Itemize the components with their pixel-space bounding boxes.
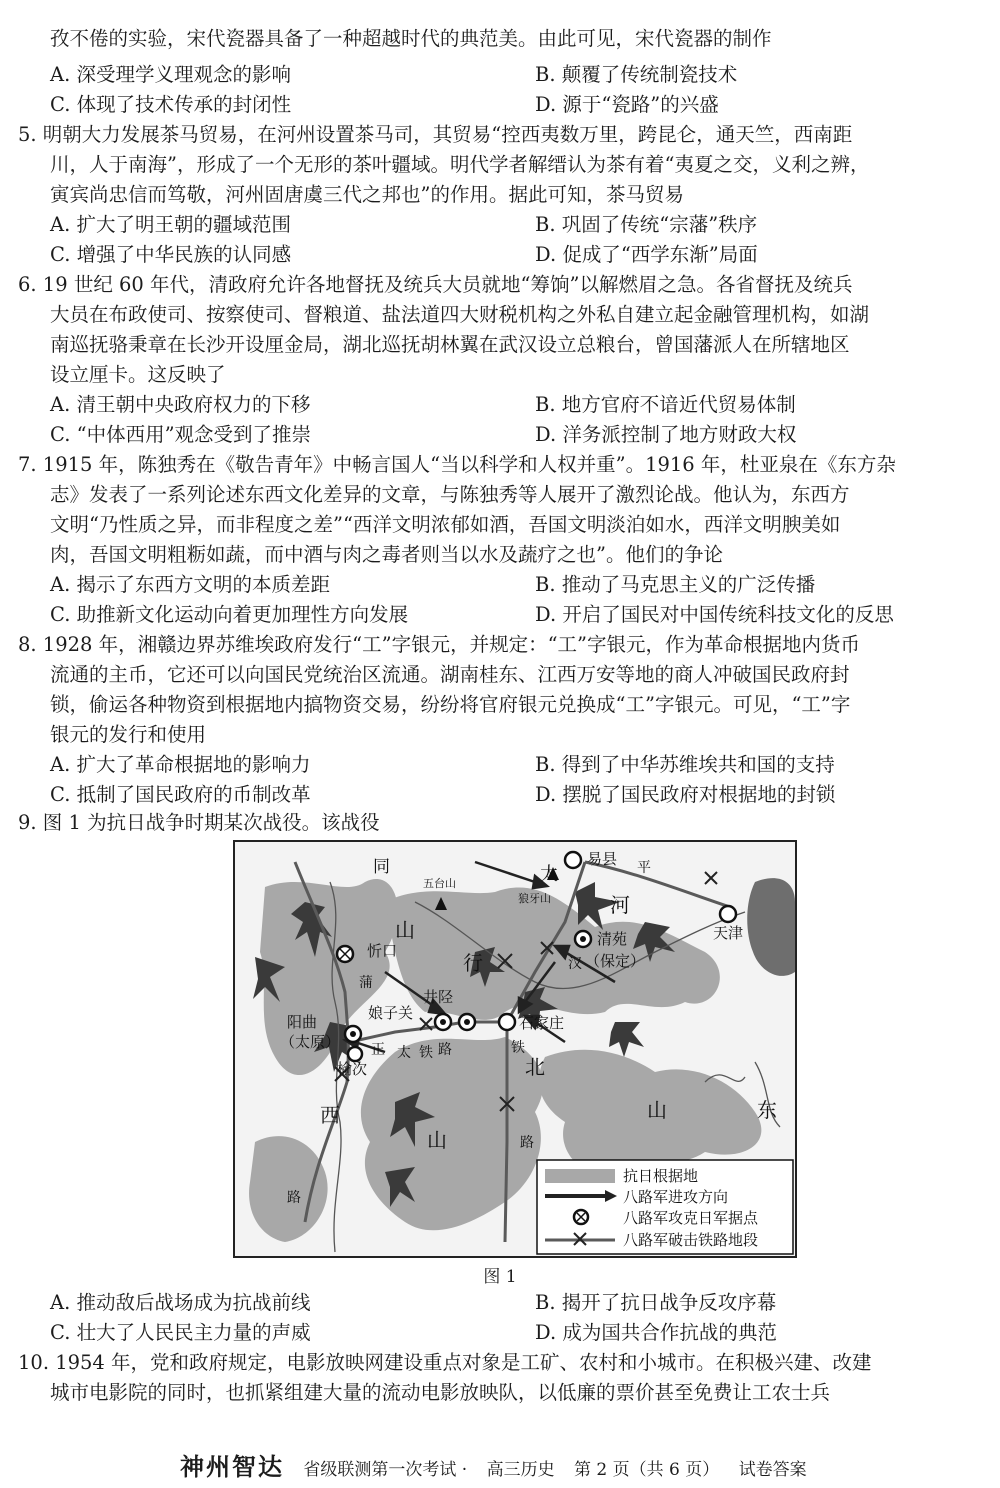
footer-page: 第 2 页（共 6 页）: [574, 1460, 720, 1480]
figure-caption: 图 1: [483, 1267, 517, 1287]
city-xinxian: [337, 946, 353, 962]
q9-option-b[interactable]: B. 揭开了抗日战争反攻序幕: [535, 1291, 777, 1314]
legend-swatch-stronghold: [574, 1210, 588, 1224]
q6-option-d[interactable]: D. 洋务派控制了地方财政大权: [535, 423, 797, 446]
q7-option-c[interactable]: C. 助推新文化运动向着更加理性方向发展: [50, 603, 409, 626]
label-langyashan: 狼牙山: [518, 892, 551, 905]
city-yixian: [565, 852, 581, 868]
label-qingyuan: 清苑: [597, 930, 628, 948]
label-xinxian: 忻口: [367, 942, 398, 960]
base-area-taihang: [361, 1037, 543, 1230]
q5-line-2: 川，人于南海”，形成了一个无形的茶叶疆域。明代学者解缙认为茶有着“夷夏之交，义利之辨，: [50, 153, 870, 176]
q7-line-1: 7. 1915 年，陈独秀在《敬告青年》中畅言国人“当以科学和人权并重”。1916 年，杜亚泉在《东方杂: [18, 453, 896, 476]
q9-stem: 9. 图 1 为抗日战争时期某次战役。该战役: [18, 811, 380, 834]
q5-option-d[interactable]: D. 促成了“西学东渐”局面: [535, 243, 758, 266]
label-zheng: 正: [371, 1042, 385, 1058]
q6-option-a[interactable]: A. 清王朝中央政府权力的下移: [50, 393, 311, 416]
q6-option-c[interactable]: C. “中体西用”观念受到了推崇: [50, 423, 312, 446]
q8-option-b[interactable]: B. 得到了中华苏维埃共和国的支持: [535, 753, 835, 776]
q7-option-b[interactable]: B. 推动了马克思主义的广泛传播: [535, 573, 816, 596]
label-shan-dong: 山: [647, 1098, 667, 1122]
q8-option-c[interactable]: C. 抵制了国民政府的币制改革: [50, 783, 311, 806]
legend-railway-sabotage: 八路军破击铁路地段: [623, 1231, 759, 1249]
label-jingxing: 井陉: [423, 988, 454, 1006]
label-yangqu: 阳曲: [287, 1013, 318, 1031]
footer-exam: 省级联测第一次考试 ·: [303, 1460, 468, 1480]
q4-option-d[interactable]: D. 源于“瓷路”的兴盛: [535, 93, 719, 116]
label-he: 河: [610, 893, 630, 917]
label-lu-zhengtai: 路: [438, 1042, 452, 1058]
q9-option-d[interactable]: D. 成为国共合作抗战的典范: [535, 1321, 777, 1344]
label-baoding: （保定）: [585, 952, 646, 970]
q6-line-1: 6. 19 世纪 60 年代，清政府允许各地督抚及统兵大员就地“筹饷”以解燃眉之急。各省督抚及统兵: [18, 273, 853, 296]
q8-line-2: 流通的主币，它还可以向国民党统治区流通。湖南桂东、江西万安等地的商人冲破国民政府封: [50, 663, 850, 686]
label-xi: 西: [320, 1103, 340, 1127]
bohai-sea: [747, 878, 795, 976]
q6-option-b[interactable]: B. 地方官府不谙近代贸易体制: [535, 393, 796, 416]
q6-line-4: 设立厘卡。这反映了: [50, 363, 226, 386]
q10-line-1: 10. 1954 年，党和政府规定，电影放映网建设重点对象是工矿、农村和小城市。在积极兴建、改建: [18, 1351, 872, 1374]
label-lu-tongpu: 路: [287, 1190, 301, 1206]
city-shijiazhuang: [499, 1014, 515, 1030]
q6-line-3: 南巡抚骆秉章在长沙开设厘金局，湖北巡抚胡林翼在武汉设立总粮台，曾国藩派人在所辖地区: [50, 333, 850, 356]
q5-line-3: 寅宾尚忠信而笃敬，河州固唐虞三代之邦也”的作用。据此可知，茶马贸易: [50, 183, 684, 206]
label-taiyuan: （太原）: [280, 1033, 341, 1051]
label-tie-zhengtai: 铁: [419, 1045, 433, 1061]
label-shan-taihang: 山: [395, 918, 415, 942]
label-niangziguan: 娘子关: [368, 1004, 414, 1022]
label-tianjin: 天津: [713, 924, 744, 942]
q8-option-d[interactable]: D. 摆脱了国民政府对根据地的封锁: [535, 783, 836, 806]
legend-swatch-base-area: [545, 1169, 615, 1183]
q4-option-c[interactable]: C. 体现了技术传承的封闭性: [50, 93, 292, 116]
footer-subject: 高三历史: [486, 1460, 555, 1480]
label-dong: 东: [757, 1098, 777, 1122]
q9-option-c[interactable]: C. 壮大了人民民主力量的声威: [50, 1321, 311, 1344]
label-lu-pinghan: 路: [520, 1135, 534, 1151]
q7-option-d[interactable]: D. 开启了国民对中国传统科技文化的反思: [535, 603, 894, 626]
city-jingxing: [435, 1014, 451, 1030]
label-tie-pinghan: 铁: [511, 1040, 525, 1056]
legend-attack-direction: 八路军进攻方向: [623, 1188, 729, 1206]
city-qingyuan: [575, 931, 591, 947]
q8-line-4: 银元的发行和使用: [50, 723, 207, 746]
q8-line-3: 锁，偷运各种物资到根据地内搞物资交易，纷纷将官府银元兑换成“工”字银元。可见，“工”字: [50, 693, 851, 716]
q7-line-2: 志》发表了一系列论述东西文化差异的文章，与陈独秀等人展开了激烈论战。他认为，东西方: [50, 483, 850, 506]
q9-option-a[interactable]: A. 推动敌后战场成为抗战前线: [50, 1291, 311, 1314]
label-han: 汉: [568, 956, 582, 972]
label-wutaishan: 五台山: [423, 877, 456, 890]
q7-line-4: 肉，吾国文明粗粝如蔬，而中酒与肉之毒者则当以水及蔬疗之也”。他们的争论: [50, 543, 723, 566]
label-tai-north: 太: [540, 864, 558, 885]
label-pu: 蒲: [359, 975, 373, 991]
q8-line-1: 8. 1928 年，湘赣边界苏维埃政府发行“工”字银元，并规定：“工”字银元，作为革命根据地内货币: [18, 633, 861, 656]
page-footer: [180, 1447, 821, 1482]
footer-tag: 试卷答案: [738, 1460, 807, 1480]
q4-stem-tail: 孜不倦的实验，宋代瓷器具备了一种超越时代的典范美。由此可见，宋代瓷器的制作: [50, 27, 772, 50]
q7-line-3: 文明“乃性质之异，而非程度之差”“西洋文明浓郁如酒，吾国文明淡泊如水，西洋文明腴美如: [50, 513, 841, 536]
label-ping: 平: [637, 860, 651, 876]
label-bei: 北: [525, 1055, 545, 1079]
label-tong: 同: [373, 857, 390, 877]
q5-option-c[interactable]: C. 增强了中华民族的认同感: [50, 243, 292, 266]
legend-base-area: 抗日根据地: [623, 1167, 699, 1185]
city-tianjin: [720, 906, 736, 922]
q4-option-a[interactable]: A. 深受理学义理观念的影响: [50, 63, 291, 86]
q8-option-a[interactable]: A. 扩大了革命根据地的影响力: [50, 753, 311, 776]
label-yuci: 榆次: [337, 1060, 368, 1078]
q5-option-b[interactable]: B. 巩固了传统“宗藩”秩序: [535, 213, 758, 236]
q7-option-a[interactable]: A. 揭示了东西方文明的本质差距: [50, 573, 330, 596]
label-shijiazhuang: 石家庄: [519, 1014, 565, 1032]
q4-option-b[interactable]: B. 颠覆了传统制瓷技术: [535, 63, 738, 86]
q5-line-1: 5. 明朝大力发展茶马贸易，在河州设置茶马司，其贸易“控西夷数万里，跨昆仑，通天竺，西南距: [18, 123, 853, 146]
city-yangqu: [345, 1026, 361, 1042]
label-tai-zhengtai: 太: [397, 1045, 411, 1061]
label-xing: 行: [463, 951, 483, 975]
q6-line-2: 大员在布政使司、按察使司、督粮道、盐法道四大财税机构之外私自建立起金融管理机构，如湖: [50, 303, 870, 326]
q5-option-a[interactable]: A. 扩大了明王朝的疆域范围: [50, 213, 291, 236]
q10-line-2: 城市电影院的同时，也抓紧组建大量的流动电影放映队，以低廉的票价甚至免费让工农士兵: [50, 1381, 831, 1404]
city-yuci: [348, 1047, 362, 1061]
battle-map: [233, 840, 797, 1258]
battle-map-graphic: [235, 842, 795, 1256]
city-niangziguan: [459, 1014, 475, 1030]
map-legend: [537, 1160, 793, 1254]
footer-brand: 神州智达: [180, 1452, 284, 1481]
label-yixian: 易县: [587, 850, 618, 868]
label-shan-xi: 山: [427, 1128, 447, 1152]
railway-zhengtai: [350, 1022, 507, 1042]
legend-captured-stronghold: 八路军攻克日军据点: [623, 1209, 759, 1227]
